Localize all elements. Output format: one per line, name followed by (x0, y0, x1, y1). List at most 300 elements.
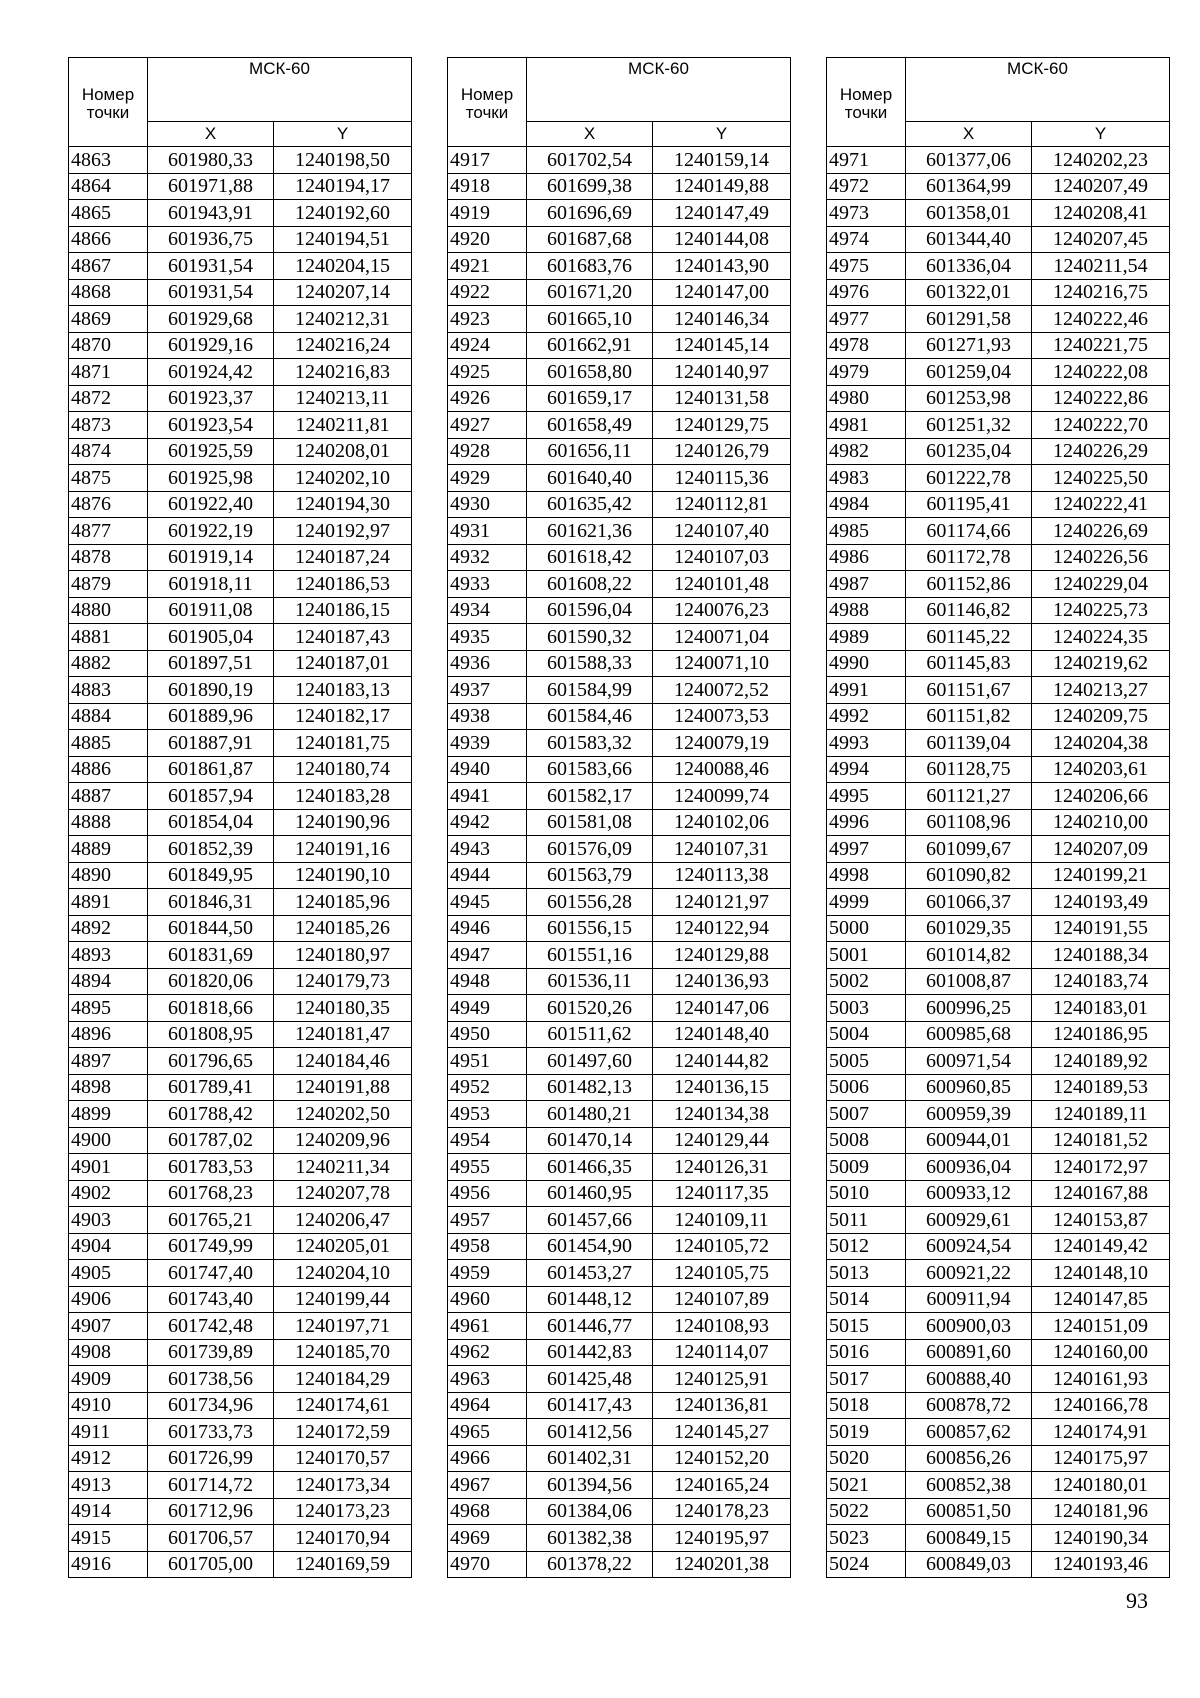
x-coordinate-cell: 601460,95 (527, 1180, 653, 1207)
y-coordinate-cell: 1240146,34 (653, 306, 791, 333)
table-row (827, 1260, 1170, 1287)
point-number-cell: 4923 (448, 306, 527, 333)
point-number-cell: 4945 (448, 889, 527, 916)
x-coordinate-cell: 601890,19 (148, 677, 274, 704)
x-coordinate-cell: 601172,78 (906, 544, 1032, 571)
y-coordinate-cell: 1240191,55 (1032, 915, 1170, 942)
x-coordinate-cell: 601066,37 (906, 889, 1032, 916)
table-row (448, 597, 791, 624)
point-number-cell: 4958 (448, 1233, 527, 1260)
point-number-cell: 4877 (69, 518, 148, 545)
table-row (69, 1551, 412, 1578)
x-coordinate-cell: 601714,72 (148, 1472, 274, 1499)
x-coordinate-cell: 601918,11 (148, 571, 274, 598)
y-coordinate-cell: 1240147,00 (653, 279, 791, 306)
x-coordinate-cell: 601378,22 (527, 1551, 653, 1578)
point-number-cell: 5007 (827, 1101, 906, 1128)
x-coordinate-cell: 601919,14 (148, 544, 274, 571)
x-coordinate-cell: 601897,51 (148, 650, 274, 677)
table-row (69, 756, 412, 783)
y-coordinate-cell: 1240148,40 (653, 1021, 791, 1048)
y-coordinate-cell: 1240145,14 (653, 332, 791, 359)
y-header: Y (1032, 121, 1170, 146)
point-number-cell: 4944 (448, 862, 527, 889)
point-number-cell: 4888 (69, 809, 148, 836)
table-row (448, 1551, 791, 1578)
y-coordinate-cell: 1240222,08 (1032, 359, 1170, 386)
table-row (69, 173, 412, 200)
table-row (69, 518, 412, 545)
y-coordinate-cell: 1240099,74 (653, 783, 791, 810)
point-number-cell: 4949 (448, 995, 527, 1022)
y-coordinate-cell: 1240170,57 (274, 1445, 412, 1472)
x-coordinate-cell: 601291,58 (906, 306, 1032, 333)
y-coordinate-cell: 1240107,40 (653, 518, 791, 545)
point-number-cell: 4937 (448, 677, 527, 704)
x-coordinate-cell: 601271,93 (906, 332, 1032, 359)
table-row (69, 597, 412, 624)
y-coordinate-cell: 1240174,91 (1032, 1419, 1170, 1446)
y-coordinate-cell: 1240222,70 (1032, 412, 1170, 439)
point-number-cell: 4964 (448, 1392, 527, 1419)
point-number-cell: 4868 (69, 279, 148, 306)
x-coordinate-cell: 601590,32 (527, 624, 653, 651)
point-number-cell: 4864 (69, 173, 148, 200)
x-coordinate-cell: 601152,86 (906, 571, 1032, 598)
table-row (448, 1260, 791, 1287)
table-row (69, 1233, 412, 1260)
x-coordinate-cell: 601705,00 (148, 1551, 274, 1578)
point-number-cell: 4866 (69, 226, 148, 253)
point-number-cell: 5013 (827, 1260, 906, 1287)
table-row (448, 703, 791, 730)
y-coordinate-cell: 1240207,09 (1032, 836, 1170, 863)
point-number-cell: 4907 (69, 1313, 148, 1340)
y-coordinate-cell: 1240192,97 (274, 518, 412, 545)
table-row (827, 491, 1170, 518)
point-number-cell: 4905 (69, 1260, 148, 1287)
x-coordinate-cell: 600911,94 (906, 1286, 1032, 1313)
coordinates-table-1 (68, 57, 412, 1578)
y-coordinate-cell: 1240212,31 (274, 306, 412, 333)
point-number-cell: 4999 (827, 889, 906, 916)
x-coordinate-cell: 601583,32 (527, 730, 653, 757)
x-coordinate-cell: 601749,99 (148, 1233, 274, 1260)
y-coordinate-cell: 1240114,07 (653, 1339, 791, 1366)
table-row (827, 703, 1170, 730)
x-coordinate-cell: 601733,73 (148, 1419, 274, 1446)
y-coordinate-cell: 1240180,35 (274, 995, 412, 1022)
x-coordinate-cell: 601658,80 (527, 359, 653, 386)
y-coordinate-cell: 1240071,04 (653, 624, 791, 651)
point-number-cell: 4963 (448, 1366, 527, 1393)
point-number-cell: 4891 (69, 889, 148, 916)
y-coordinate-cell: 1240222,86 (1032, 385, 1170, 412)
x-coordinate-cell: 600971,54 (906, 1048, 1032, 1075)
x-coordinate-cell: 601887,91 (148, 730, 274, 757)
x-coordinate-cell: 600851,50 (906, 1498, 1032, 1525)
point-number-cell: 5003 (827, 995, 906, 1022)
table-row (448, 1498, 791, 1525)
point-number-cell: 4902 (69, 1180, 148, 1207)
point-number-cell: 4918 (448, 173, 527, 200)
point-number-cell: 5018 (827, 1392, 906, 1419)
y-coordinate-cell: 1240183,13 (274, 677, 412, 704)
point-number-cell: 4926 (448, 385, 527, 412)
y-coordinate-cell: 1240222,46 (1032, 306, 1170, 333)
table-row (827, 385, 1170, 412)
x-coordinate-cell: 601924,42 (148, 359, 274, 386)
point-number-cell: 4998 (827, 862, 906, 889)
y-coordinate-cell: 1240216,24 (274, 332, 412, 359)
table-row (827, 756, 1170, 783)
table-row (448, 385, 791, 412)
table-row (69, 147, 412, 174)
table-row (69, 1286, 412, 1313)
y-coordinate-cell: 1240147,49 (653, 200, 791, 227)
point-number-cell: 4925 (448, 359, 527, 386)
table-row (827, 147, 1170, 174)
table-row (69, 1260, 412, 1287)
x-coordinate-cell: 601747,40 (148, 1260, 274, 1287)
table-row (827, 1207, 1170, 1234)
y-coordinate-cell: 1240213,27 (1032, 677, 1170, 704)
point-number-cell: 4889 (69, 836, 148, 863)
x-coordinate-cell: 600849,15 (906, 1525, 1032, 1552)
x-coordinate-cell: 601818,66 (148, 995, 274, 1022)
y-coordinate-cell: 1240204,15 (274, 253, 412, 280)
table-row (69, 1021, 412, 1048)
y-coordinate-cell: 1240174,61 (274, 1392, 412, 1419)
y-coordinate-cell: 1240187,43 (274, 624, 412, 651)
y-coordinate-cell: 1240181,75 (274, 730, 412, 757)
y-coordinate-cell: 1240203,61 (1032, 756, 1170, 783)
point-number-cell: 4978 (827, 332, 906, 359)
y-coordinate-cell: 1240206,47 (274, 1207, 412, 1234)
table-row (827, 1021, 1170, 1048)
table-row (827, 1313, 1170, 1340)
point-number-cell: 5001 (827, 942, 906, 969)
table-row (448, 995, 791, 1022)
x-coordinate-cell: 601857,94 (148, 783, 274, 810)
y-coordinate-cell: 1240149,88 (653, 173, 791, 200)
x-coordinate-cell: 600849,03 (906, 1551, 1032, 1578)
table-row (448, 1180, 791, 1207)
table-row (448, 1366, 791, 1393)
table-row (827, 173, 1170, 200)
x-coordinate-cell: 600924,54 (906, 1233, 1032, 1260)
point-number-cell: 4936 (448, 650, 527, 677)
x-coordinate-cell: 601922,19 (148, 518, 274, 545)
point-number-cell: 4897 (69, 1048, 148, 1075)
table-row (827, 279, 1170, 306)
x-coordinate-cell: 601520,26 (527, 995, 653, 1022)
y-coordinate-cell: 1240226,69 (1032, 518, 1170, 545)
point-number-cell: 4929 (448, 465, 527, 492)
point-number-cell: 4943 (448, 836, 527, 863)
x-coordinate-cell: 600856,26 (906, 1445, 1032, 1472)
y-coordinate-cell: 1240207,14 (274, 279, 412, 306)
y-coordinate-cell: 1240211,54 (1032, 253, 1170, 280)
x-coordinate-cell: 601925,98 (148, 465, 274, 492)
y-coordinate-cell: 1240178,23 (653, 1498, 791, 1525)
table-row (448, 1074, 791, 1101)
x-coordinate-cell: 601454,90 (527, 1233, 653, 1260)
x-coordinate-cell: 601235,04 (906, 438, 1032, 465)
point-number-cell: 4935 (448, 624, 527, 651)
point-number-cell: 4980 (827, 385, 906, 412)
point-number-cell: 4946 (448, 915, 527, 942)
point-number-cell: 4913 (69, 1472, 148, 1499)
table-row (827, 730, 1170, 757)
point-number-cell: 5008 (827, 1127, 906, 1154)
table-row (827, 1339, 1170, 1366)
y-coordinate-cell: 1240189,11 (1032, 1101, 1170, 1128)
table-row (69, 1472, 412, 1499)
table-row (827, 1127, 1170, 1154)
point-number-cell: 4941 (448, 783, 527, 810)
table-row (827, 1233, 1170, 1260)
point-number-cell: 4962 (448, 1339, 527, 1366)
x-coordinate-cell: 601146,82 (906, 597, 1032, 624)
y-coordinate-cell: 1240172,59 (274, 1419, 412, 1446)
x-coordinate-cell: 601588,33 (527, 650, 653, 677)
x-coordinate-cell: 601980,33 (148, 147, 274, 174)
x-coordinate-cell: 601322,01 (906, 279, 1032, 306)
x-coordinate-cell: 601029,35 (906, 915, 1032, 942)
table-row (827, 332, 1170, 359)
y-coordinate-cell: 1240136,81 (653, 1392, 791, 1419)
y-coordinate-cell: 1240186,53 (274, 571, 412, 598)
point-number-cell: 4892 (69, 915, 148, 942)
x-coordinate-cell: 601923,54 (148, 412, 274, 439)
y-coordinate-cell: 1240143,90 (653, 253, 791, 280)
point-number-cell: 4948 (448, 968, 527, 995)
table-row (827, 1154, 1170, 1181)
point-number-cell: 4986 (827, 544, 906, 571)
x-coordinate-cell: 601412,56 (527, 1419, 653, 1446)
point-number-cell: 4951 (448, 1048, 527, 1075)
point-number-cell: 4912 (69, 1445, 148, 1472)
x-coordinate-cell: 601788,42 (148, 1101, 274, 1128)
table-row (448, 200, 791, 227)
x-coordinate-cell: 601687,68 (527, 226, 653, 253)
table-row (827, 783, 1170, 810)
y-coordinate-cell: 1240207,49 (1032, 173, 1170, 200)
table-row (69, 385, 412, 412)
y-coordinate-cell: 1240071,10 (653, 650, 791, 677)
table-row (69, 571, 412, 598)
x-coordinate-cell: 601576,09 (527, 836, 653, 863)
x-coordinate-cell: 601618,42 (527, 544, 653, 571)
table-row (827, 1419, 1170, 1446)
table-row (827, 544, 1170, 571)
y-coordinate-cell: 1240210,00 (1032, 809, 1170, 836)
y-coordinate-cell: 1240107,03 (653, 544, 791, 571)
table-row (69, 412, 412, 439)
table-row (448, 677, 791, 704)
x-coordinate-cell: 601635,42 (527, 491, 653, 518)
y-coordinate-cell: 1240187,01 (274, 650, 412, 677)
point-number-cell: 4878 (69, 544, 148, 571)
y-coordinate-cell: 1240148,10 (1032, 1260, 1170, 1287)
x-coordinate-cell: 601584,46 (527, 703, 653, 730)
x-coordinate-cell: 601702,54 (527, 147, 653, 174)
y-coordinate-cell: 1240129,44 (653, 1127, 791, 1154)
table-row (827, 1180, 1170, 1207)
y-coordinate-cell: 1240190,10 (274, 862, 412, 889)
table-row (69, 253, 412, 280)
y-coordinate-cell: 1240166,78 (1032, 1392, 1170, 1419)
point-number-cell: 4970 (448, 1551, 527, 1578)
point-number-cell: 4884 (69, 703, 148, 730)
table-row (69, 279, 412, 306)
y-coordinate-cell: 1240159,14 (653, 147, 791, 174)
table-row (827, 862, 1170, 889)
x-coordinate-cell: 601683,76 (527, 253, 653, 280)
y-coordinate-cell: 1240216,75 (1032, 279, 1170, 306)
x-coordinate-cell: 600960,85 (906, 1074, 1032, 1101)
point-number-cell: 4975 (827, 253, 906, 280)
x-coordinate-cell: 601787,02 (148, 1127, 274, 1154)
x-coordinate-cell: 601151,67 (906, 677, 1032, 704)
table-row (448, 1313, 791, 1340)
table-row (448, 1021, 791, 1048)
table-row (448, 1286, 791, 1313)
x-coordinate-cell: 601446,77 (527, 1313, 653, 1340)
point-number-cell: 5011 (827, 1207, 906, 1234)
point-number-cell: 4911 (69, 1419, 148, 1446)
point-number-cell: 4899 (69, 1101, 148, 1128)
point-number-cell: 4977 (827, 306, 906, 333)
x-coordinate-cell: 601659,17 (527, 385, 653, 412)
point-number-cell: 4880 (69, 597, 148, 624)
point-number-cell: 4997 (827, 836, 906, 863)
y-coordinate-cell: 1240173,23 (274, 1498, 412, 1525)
point-number-cell: 4910 (69, 1392, 148, 1419)
y-coordinate-cell: 1240167,88 (1032, 1180, 1170, 1207)
point-number-cell: 4940 (448, 756, 527, 783)
point-number-cell: 4919 (448, 200, 527, 227)
table-row (69, 491, 412, 518)
x-coordinate-cell: 601394,56 (527, 1472, 653, 1499)
y-coordinate-cell: 1240121,97 (653, 889, 791, 916)
y-coordinate-cell: 1240194,30 (274, 491, 412, 518)
point-number-cell: 4883 (69, 677, 148, 704)
y-coordinate-cell: 1240105,72 (653, 1233, 791, 1260)
table-row (69, 226, 412, 253)
table-row (69, 1127, 412, 1154)
x-coordinate-cell: 601911,08 (148, 597, 274, 624)
x-coordinate-cell: 601536,11 (527, 968, 653, 995)
y-coordinate-cell: 1240126,31 (653, 1154, 791, 1181)
table-row (69, 306, 412, 333)
y-coordinate-cell: 1240188,34 (1032, 942, 1170, 969)
x-coordinate-cell: 601121,27 (906, 783, 1032, 810)
x-coordinate-cell: 601582,17 (527, 783, 653, 810)
x-coordinate-cell: 601789,41 (148, 1074, 274, 1101)
y-coordinate-cell: 1240189,53 (1032, 1074, 1170, 1101)
x-coordinate-cell: 601453,27 (527, 1260, 653, 1287)
point-number-cell: 4873 (69, 412, 148, 439)
table-row (448, 412, 791, 439)
y-coordinate-cell: 1240122,94 (653, 915, 791, 942)
table-row (448, 1233, 791, 1260)
coordinate-system-header: МСК-60 (527, 58, 791, 122)
point-number-cell: 5012 (827, 1233, 906, 1260)
x-header: X (148, 121, 274, 146)
x-coordinate-cell: 601008,87 (906, 968, 1032, 995)
table-row (827, 465, 1170, 492)
point-number-cell: 4908 (69, 1339, 148, 1366)
y-coordinate-cell: 1240187,24 (274, 544, 412, 571)
table-row (827, 597, 1170, 624)
y-coordinate-cell: 1240209,96 (274, 1127, 412, 1154)
y-coordinate-cell: 1240180,74 (274, 756, 412, 783)
x-coordinate-cell: 601425,48 (527, 1366, 653, 1393)
y-coordinate-cell: 1240204,10 (274, 1260, 412, 1287)
table-row (827, 968, 1170, 995)
y-coordinate-cell: 1240205,01 (274, 1233, 412, 1260)
y-coordinate-cell: 1240191,16 (274, 836, 412, 863)
table-body (448, 147, 791, 1578)
table-row (827, 1445, 1170, 1472)
point-number-cell: 5000 (827, 915, 906, 942)
table-body (827, 147, 1170, 1578)
x-coordinate-cell: 601796,65 (148, 1048, 274, 1075)
y-coordinate-cell: 1240140,97 (653, 359, 791, 386)
x-coordinate-cell: 601584,99 (527, 677, 653, 704)
x-coordinate-cell: 601222,78 (906, 465, 1032, 492)
table-row (448, 756, 791, 783)
table-row (69, 1525, 412, 1552)
x-coordinate-cell: 601253,98 (906, 385, 1032, 412)
x-coordinate-cell: 601139,04 (906, 730, 1032, 757)
point-number-cell: 4874 (69, 438, 148, 465)
x-coordinate-cell: 601923,37 (148, 385, 274, 412)
y-coordinate-cell: 1240102,06 (653, 809, 791, 836)
y-coordinate-cell: 1240185,96 (274, 889, 412, 916)
y-coordinate-cell: 1240182,17 (274, 703, 412, 730)
x-coordinate-cell: 601108,96 (906, 809, 1032, 836)
x-coordinate-cell: 601417,43 (527, 1392, 653, 1419)
y-coordinate-cell: 1240206,66 (1032, 783, 1170, 810)
x-coordinate-cell: 601583,66 (527, 756, 653, 783)
table-row (69, 1074, 412, 1101)
table-row (448, 783, 791, 810)
point-number-cell: 5017 (827, 1366, 906, 1393)
y-coordinate-cell: 1240189,92 (1032, 1048, 1170, 1075)
point-number-cell: 4957 (448, 1207, 527, 1234)
coordinate-system-header: МСК-60 (148, 58, 412, 122)
point-number-cell: 4942 (448, 809, 527, 836)
x-coordinate-cell: 601259,04 (906, 359, 1032, 386)
y-coordinate-cell: 1240129,75 (653, 412, 791, 439)
table-row (69, 968, 412, 995)
y-coordinate-cell: 1240105,75 (653, 1260, 791, 1287)
x-coordinate-cell: 600985,68 (906, 1021, 1032, 1048)
table-row (827, 518, 1170, 545)
table-row (69, 677, 412, 704)
table-row (448, 253, 791, 280)
y-coordinate-cell: 1240207,45 (1032, 226, 1170, 253)
table-row (69, 465, 412, 492)
x-coordinate-cell: 601742,48 (148, 1313, 274, 1340)
y-coordinate-cell: 1240117,35 (653, 1180, 791, 1207)
x-coordinate-cell: 601090,82 (906, 862, 1032, 889)
x-coordinate-cell: 601556,28 (527, 889, 653, 916)
point-number-cell: 4972 (827, 173, 906, 200)
